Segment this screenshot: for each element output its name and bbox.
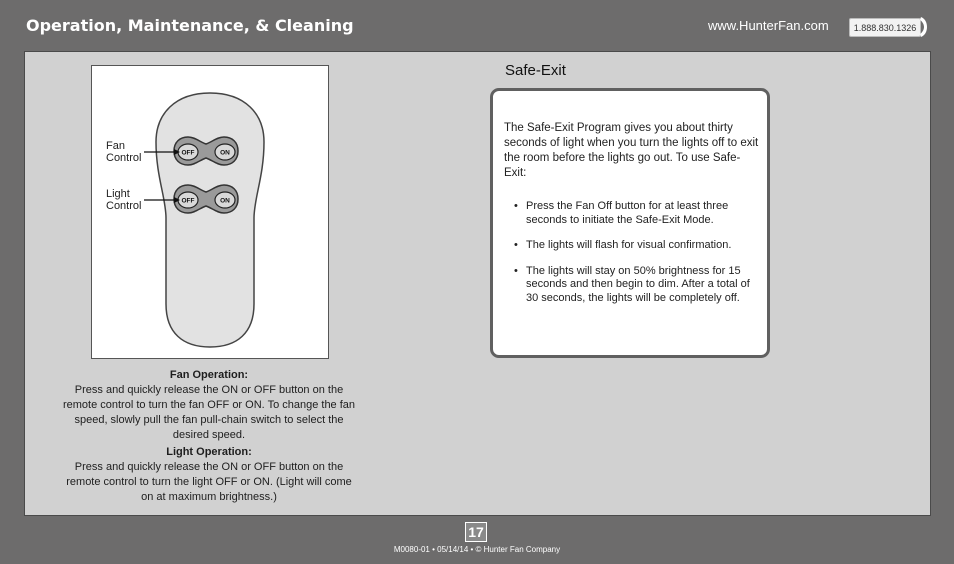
safe-exit-box xyxy=(490,88,770,358)
remote-illustration xyxy=(91,65,329,359)
header-title: Operation, Maintenance, & Cleaning xyxy=(26,16,354,35)
light-operation-text: Press and quickly release the ON or OFF button on the remote control to turn the light OFF or ON. (Light will come on at maximum brightness.) xyxy=(66,461,352,503)
fan-off-button-text: OFF xyxy=(181,149,195,157)
fan-control-label-line1: Fan xyxy=(106,140,125,152)
fan-control-label-line2: Control xyxy=(106,152,142,164)
bullet-icon: • xyxy=(514,264,518,277)
phone-handset-icon xyxy=(919,16,929,38)
remote-control-graphic xyxy=(92,66,330,360)
fan-operation-heading: Fan Operation: xyxy=(169,369,249,381)
footer-text: M0080-01 • 05/14/14 • © Hunter Fan Company xyxy=(393,545,561,554)
safe-exit-steps xyxy=(504,200,762,317)
list-item xyxy=(504,239,762,253)
fan-control-label xyxy=(106,140,141,164)
bullet-icon: • xyxy=(514,200,518,212)
list-item xyxy=(504,200,762,227)
safe-exit-step-text: The lights will flash for visual confirmation. xyxy=(526,239,732,251)
fan-operation-text: Press and quickly release the ON or OFF button on the remote control to turn the fan OFF or ON. To change the fan speed, slowly pull the fan pull-chain switch to select the desired speed. xyxy=(62,384,356,441)
light-control-label xyxy=(106,188,141,212)
light-operation-heading: Light Operation: xyxy=(166,446,252,458)
light-off-button-text: OFF xyxy=(181,197,195,205)
fan-operation-section xyxy=(61,368,357,443)
light-control-label-line2: Control xyxy=(106,200,142,212)
list-item xyxy=(504,265,762,306)
light-on-button-text: ON xyxy=(220,197,230,205)
safe-exit-title: Safe-Exit xyxy=(505,62,566,79)
safe-exit-intro: The Safe-Exit Program gives you about thirty seconds of light when you turn the lights off to exit the room before the lights go out. To use Safe-Exit: xyxy=(504,122,759,179)
fan-on-button-text: ON xyxy=(220,149,230,157)
content-panel xyxy=(24,51,931,516)
website-link[interactable]: www.HunterFan.com xyxy=(708,18,829,33)
bullet-icon: • xyxy=(514,239,518,251)
safe-exit-step-text: Press the Fan Off button for at least three seconds to initiate the Safe-Exit Mode. xyxy=(526,200,729,226)
safe-exit-step-text: The lights will stay on 50% brightness for 15 seconds and then begin to dim. After a total of 30 seconds, the lights will be completely off. xyxy=(526,264,750,304)
page-number: 17 xyxy=(465,522,487,542)
phone-number: 1.888.830.1326 xyxy=(849,18,921,37)
light-control-label-line1: Light xyxy=(106,188,130,200)
light-operation-section xyxy=(61,445,357,505)
